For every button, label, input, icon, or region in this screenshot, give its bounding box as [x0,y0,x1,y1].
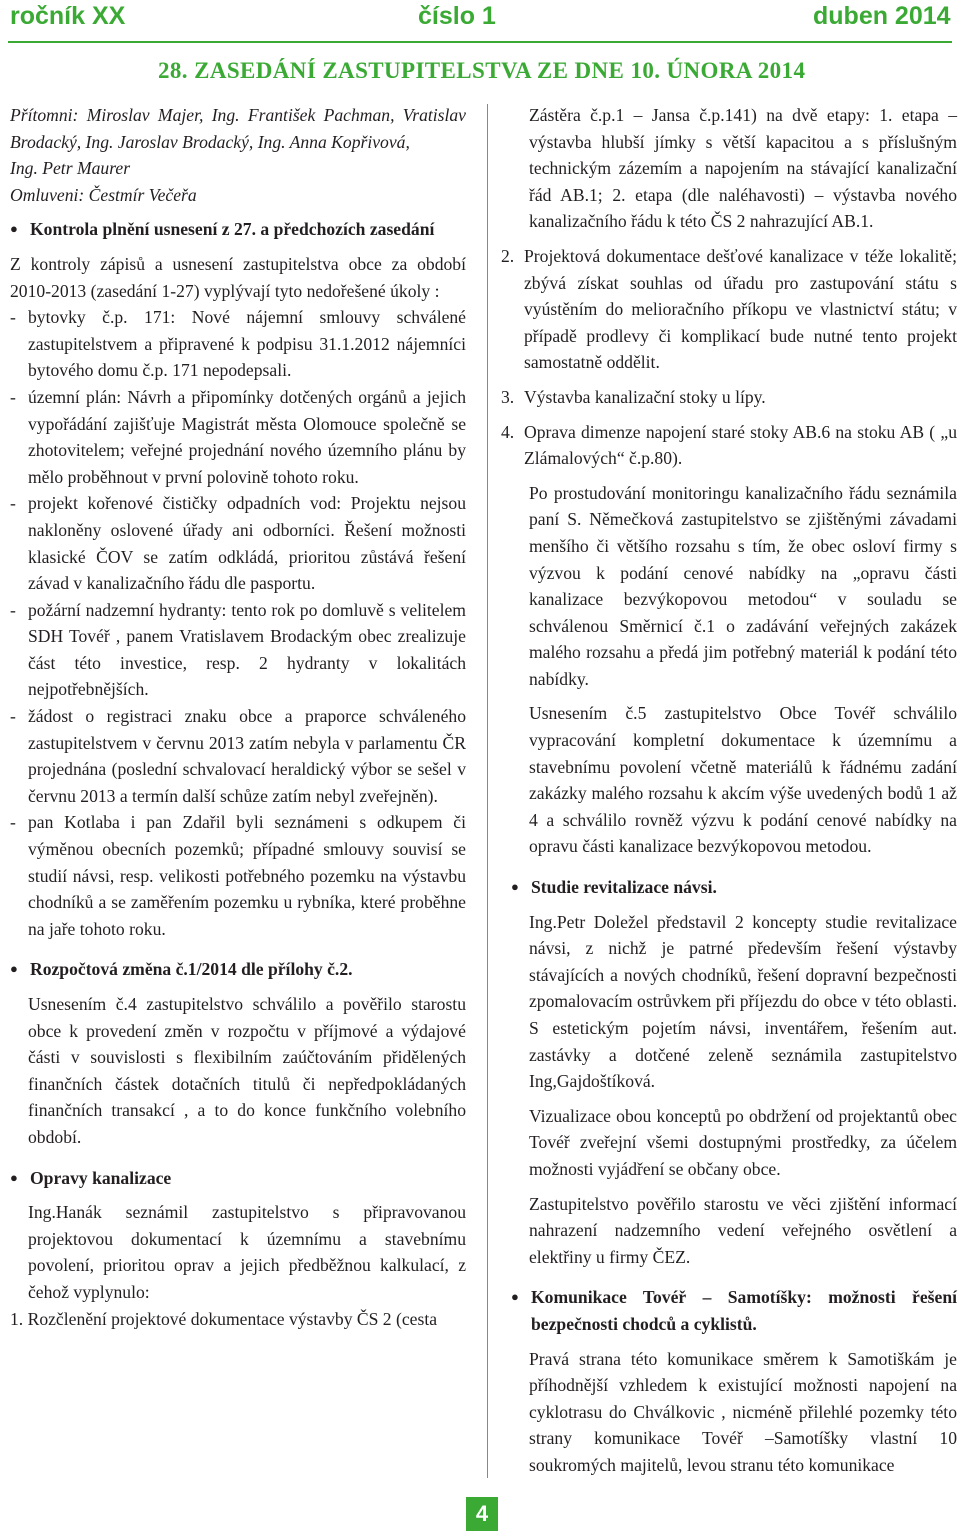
sewer-item-4: 4. Oprava dimenze napojení staré stoky AB.6 na stoku AB ( „u Zlámalových“ č.p.80). [501,421,957,469]
column-divider [487,104,488,1478]
heading-road: ● Komunikace Tovéř – Samotíšky: možnosti řešení bezpečnosti chodců a cyklistů. [511,1284,957,1337]
header-rule [8,41,952,43]
budget-text: Usnesením č.4 zastupitelstvo schválilo a pověřilo starostu obce k provedení změn v rozpočtu v příjmové a výdajové části v souvislosti s flexibilním zaúčtováním přidělených finančních částek dotačních titulů či nepředpokládaných finančních transakcí , a to do konce funkčního volebního období. [28,994,466,1147]
square-study-text: Ing.Petr Doležel představil 2 koncepty studie revitalizace návsi, z nichž je patrné především řešení výstavby stávajících a nových chodníků, řešení dopravní bezpečnosti zpomalovacím ostrůvkem při příjezdu do obce v této oblasti. S estetickým pojetím návsi, inventářem, řešením aut. zastávky a dotčené zeleně seznámila zastupitelstvo Ing,Gajdoštíková. [529,911,957,1092]
page-header [0,0,960,40]
monitoring-text: Po prostudování monitoringu kanalizačního řádu seznámila paní S. Němečková zastupitelstvo se zjištěnými závadami menšího či většího rozsahu s tím, že obec osloví firmy s výzvou k podání cenové nabídky na „opravu části kanalizace bezvýkopovou metodou“ v souladu se schválenou Směrnicí č.1 o zadávání veřejných zakázek malého rozsahu a předá jim potřebný materiál k podání této nabídky. [529,482,957,689]
sewer-item-1: 1. Rozčlenění projektové dokumentace výstavby ČS 2 (cesta [10,1308,438,1329]
heading-budget: ● Rozpočtová změna č.1/2014 dle přílohy č.2. [10,956,466,983]
road-text: Pravá strana této komunikace směrem k Samotiškám je příhodnější vzhledem k existující možnosti napojení na cyklotrasu do Chválkovic , nicméně přilehlé pozemky této strany komunikace Tovéř –Samotíšky vlastní 10 soukromých majitelů, levou stranu této komunikace [529,1348,957,1475]
date-label: duben 2014 [813,2,951,30]
volume-label: ročník XX [10,2,126,30]
list-item: - žádost o registraci znaku obce a praporce schváleného zastupitelstvem v červnu 2013 zatím nebyla v parlamentu ČR projednána (poslední schvalovací heraldický výbor se sešel v červnu 2013 a termín další schůze zatím nebyl zveřejněn). [10,706,466,806]
attendance-present-2: Ing. Petr Maurer [10,158,131,179]
list-item: - bytovky č.p. 171: Nové nájemní smlouvy schválené zastupitelstvem a připravené k podpisu 31.1.2012 nájemníci bytového domu č.p. 171 nepodepsali. [10,307,466,381]
list-item: - projekt kořenové čističky odpadních vod: Projektu nejsou nakloněny oslovené úřady ani odborníci. Řešení možnosti klasické ČOV se zatím odkládá, prioritou zůstává řešení závad v kanalizačního řádu dle pasportu. [10,493,466,594]
attendance-excused: Omluveni: Čestmír Večeřa [10,184,197,205]
lighting-text: Zastupitelstvo pověřilo starostu ve věci zjištění informací nahrazení nadzemního vedení veřejného osvětlení a elektřiny u firmy ČEZ. [529,1193,957,1267]
left-column [10,102,466,1332]
attendance-present: Přítomni: Miroslav Majer, Ing. František Pachman, Vratislav Brodacký, Ing. Jaroslav Brodacký, Ing. Anna Kopřivová, [10,105,466,152]
review-intro: Z kontroly zápisů a usnesení zastupitelstva obce za období 2010-2013 (zasedání 1-27) vyplývají tyto nedořešené úkoly : [10,253,466,301]
issue-label: číslo 1 [418,2,496,30]
sewer-text: Ing.Hanák seznámil zastupitelstvo s připravovanou projektovou dokumentací k územnímu a stavebnímu povolení, prioritou oprav a jejich předběžnou kalkulací, z čehož vyplynulo: [28,1202,466,1302]
heading-square-study: ● Studie revitalizace návsi. [511,874,957,901]
page-number: 4 [466,1497,498,1531]
list-item: - požární nadzemní hydranty: tento rok po domluvě s velitelem SDH Tovéř , panem Vratislavem Brodackým obec zrealizuje část této investice, resp. 2 hydranty v lokalitách nejpotřebnějších. [10,599,466,700]
sewer-item-3: 3. Výstavba kanalizační stoky u lípy. [501,386,766,407]
visualization-text: Vizualizace obou konceptů po obdržení od projektantů obec Tovéř zveřejní všemi dostupnými prostředky, za účelem možnosti vyjádření se občany obce. [529,1105,957,1179]
list-item: - pan Kotlaba i pan Zdařil byli seznámeni s odkupem či výměnou obecních pozemků; případné smlouvy souvisí se studií návsi, resp. velikosti potřebného pozemku na výstavbu chodníků a se zaměřením pozemku u rybníka, které proběhne na jaře tohoto roku. [10,812,466,939]
list-item: - územní plán: Návrh a připomínky dotčených orgánů a jejich vypořádání zajišťuje Magistrát města Olomouce společně se zhotovitelem; veřejné projednání nového územního plánu by mělo proběhnout v první polovině tohoto roku. [10,386,466,487]
resolution-5-text: Usnesením č.5 zastupitelstvo Obce Tovéř schválilo vypracování kompletní dokumentace k územnímu a stavebnímu povolení včetně materiálů k řádnému zadání zakázky malého rozsahu k akcím výše uvedených bodů 1 až 4 a schválilo rovněž výzvu k podání cenové nabídky na opravu části kanalizace bezvýkopovou metodou. [529,703,957,857]
heading-review: ● Kontrola plnění usnesení z 27. a předchozích zasedání [10,216,466,243]
sewer-item-2: 2. Projektová dokumentace dešťové kanalizace v téže lokalitě; zbývá získat souhlas od úřadu pro zastupování státu s vyústěním do melioračního příkopu ve vlastnictví státu; v případě prodlevy či komplikací bude nutné tento projekt samostatně oddělit. [501,245,957,373]
right-column [501,102,957,1479]
sewer-item-1-cont: Zástěra č.p.1 – Jansa č.p.141) na dvě etapy: 1. etapa – výstavba hlubší jímky s větší kapacitou a s příslušným technickým zázemím a napojením na stávající kanalizační řád AB.1; 2. etapa (dle naléhavosti) – výstavba nového kanalizačního řádu k této ČS 2 nahrazující AB.1. [529,105,957,232]
heading-sewer: ● Opravy kanalizace [10,1165,466,1192]
section-title: 28. ZASEDÁNÍ ZASTUPITELSTVA ZE DNE 10. ÚNORA 2014 [158,58,806,83]
